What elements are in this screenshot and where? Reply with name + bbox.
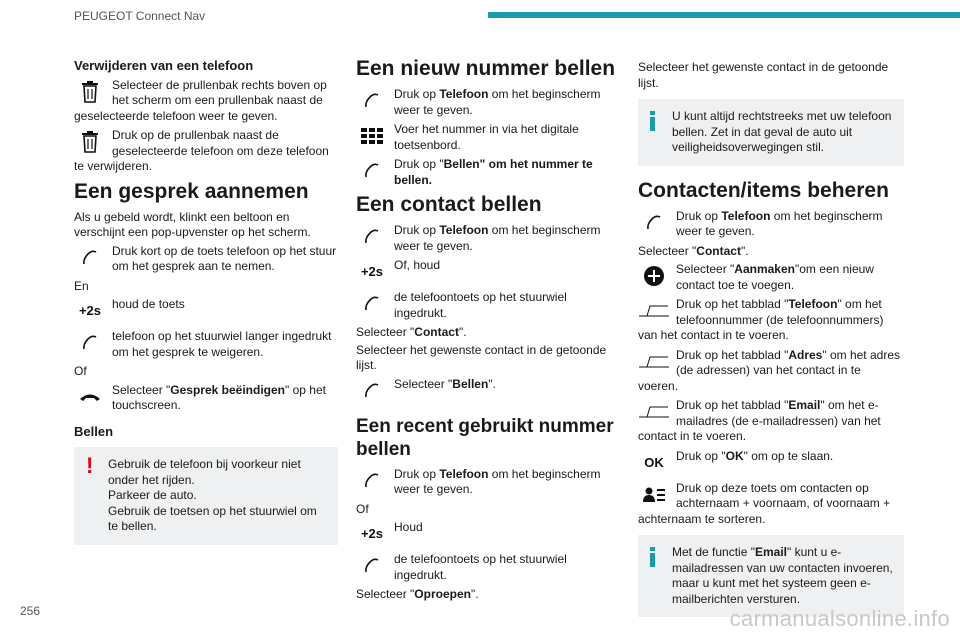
steering-wheel-2s-icon: +2s (78, 303, 102, 319)
add-circle-icon (638, 262, 670, 290)
info-icon (650, 547, 655, 567)
text-of-2: Of (356, 501, 369, 516)
step-held: de telefoontoets op het stuurwiel ingedrukt. (356, 290, 622, 321)
steering-wheel-2s-icon: +2s (360, 264, 384, 280)
step-keypad: Voer het nummer in via het digitale toetsenbord. (356, 122, 622, 153)
step-answer: Druk kort op de toets telefoon op het stuur om het gesprek aan te nemen. (74, 244, 338, 275)
heading-recent-number: Een recent gebruikt nummer bellen (356, 415, 614, 460)
phone-handset-icon (356, 552, 388, 580)
step-ok: OK Druk op "OK" om op te slaan. (638, 449, 904, 477)
column-1 (74, 52, 338, 553)
ok-icon: OK (644, 454, 664, 470)
step-recent-home: Druk op Telefoon om het beginscherm weer te geven. (356, 467, 622, 498)
step-or-hold: +2s Of, houd (356, 258, 622, 286)
column-2 (356, 52, 622, 605)
info-note-email: Met de functie "Email" kunt u e-mailadressen van uw contacten invoeren, maar u kunt met het systeem geen e-mailberichten versturen. (638, 535, 904, 617)
trash-icon (74, 78, 106, 106)
step-hold: +2s houd de toets (74, 297, 338, 325)
hang-up-icon (74, 383, 106, 411)
info-note-direct: U kunt altijd rechtstreeks met uw telefoon bellen. Zet in dat geval de auto uit veiligheidsoverwegingen stil. (638, 99, 904, 166)
phone-handset-icon (638, 209, 670, 237)
step-recent-hold: +2s Houd (356, 520, 622, 548)
text-en: En (74, 278, 89, 293)
step-tab-address: Druk op het tabblad "Adres" om het adres (de adressen) van het contact in te voeren. (638, 347, 900, 393)
sort-contacts-icon (638, 481, 670, 509)
heading-calling: Bellen (74, 423, 114, 439)
step-tab-email: Druk op het tabblad "Email" om het e-mailadres (de e-mailadressen) van het contact in te voeren. (638, 398, 881, 443)
step-contact-home: Druk op Telefoon om het beginscherm weer te geven. (356, 223, 622, 254)
heading-call-contact: Een contact bellen (356, 193, 542, 216)
info-icon (650, 111, 655, 131)
step-sort: Druk op deze toets om contacten op achternaam + voornaam, of voornaam + achternaam te sorteren. (638, 480, 891, 526)
step-bellen: Selecteer "Bellen". (356, 377, 622, 405)
select-oproepen-text: Selecteer "Oproepen". (356, 587, 479, 601)
running-header: PEUGEOT Connect Nav (74, 9, 206, 23)
phone-handset-icon (74, 244, 106, 272)
trash-icon (74, 128, 106, 156)
warning-note: ! Gebruik de telefoon bij voorkeur niet onder het rijden. Parkeer de auto. Gebruik de toetsen op het stuurwiel om te bellen. (74, 447, 338, 545)
step-call-number: Druk op "Bellen" om het nummer te bellen. (356, 157, 622, 188)
step-tab-phone: Druk op het tabblad "Telefoon" om het telefoonnummer (de telefoonnummers) van het contact in te voeren. (638, 297, 884, 342)
heading-manage-contacts: Contacten/items beheren (638, 178, 889, 202)
phone-handset-icon (356, 87, 388, 115)
keypad-icon (356, 122, 388, 150)
warning-icon: ! (86, 453, 94, 478)
step-recent-held: de telefoontoets op het stuurwiel ingedrukt. (356, 552, 622, 583)
step-remove-1: Selecteer de prullenbak rechts boven op het scherm om een prullenbak naast de geselecteerde telefoon weer te geven. (74, 77, 327, 123)
select-shown-text: Selecteer het gewenste contact in de getoonde lijst. (356, 342, 607, 372)
select-contact-text-c3: Selecteer "Contact". (638, 243, 749, 258)
step-end-call: Selecteer "Gesprek beëindigen" op het touchscreen. (74, 383, 338, 414)
phone-handset-icon (74, 329, 106, 357)
heading-answer-call: Een gesprek aannemen (74, 179, 309, 203)
step-manage-home: Druk op Telefoon om het beginscherm weer te geven. (638, 209, 904, 240)
step-reject: telefoon op het stuurwiel langer ingedrukt om het gesprek te weigeren. (74, 329, 338, 360)
heading-remove-phone: Verwijderen van een telefoon (74, 58, 254, 73)
phone-handset-icon (356, 467, 388, 495)
heading-new-number: Een nieuw nummer bellen (356, 57, 616, 80)
tab-icon (638, 297, 670, 325)
phone-handset-icon (356, 157, 388, 185)
phone-handset-icon (356, 290, 388, 318)
watermark: carmanualsonline.info (729, 606, 950, 631)
tab-icon (638, 398, 670, 426)
column-3 (638, 52, 904, 625)
step-open-home: Druk op Telefoon om het beginscherm weer te geven. (356, 87, 622, 118)
page-number: 256 (20, 604, 41, 618)
tab-icon (638, 348, 670, 376)
phone-handset-icon (356, 377, 388, 405)
phone-handset-icon (356, 223, 388, 251)
header-accent-bar (488, 12, 960, 18)
select-contact-text: Selecteer "Contact". (356, 325, 467, 339)
select-shown-text-c3: Selecteer het gewenste contact in de getoonde lijst. (638, 60, 889, 90)
step-create: Selecteer "Aanmaken"om een nieuw contact toe te voegen. (638, 262, 904, 293)
step-remove-2: Druk op de prullenbak naast de geselecteerde telefoon om deze telefoon te verwijderen. (74, 128, 329, 173)
steering-wheel-2s-icon: +2s (360, 526, 384, 542)
text-of: Of (74, 364, 87, 378)
answer-intro: Als u gebeld wordt, klinkt een beltoon en verschijnt een pop-upvenster op het scherm. (74, 209, 311, 239)
